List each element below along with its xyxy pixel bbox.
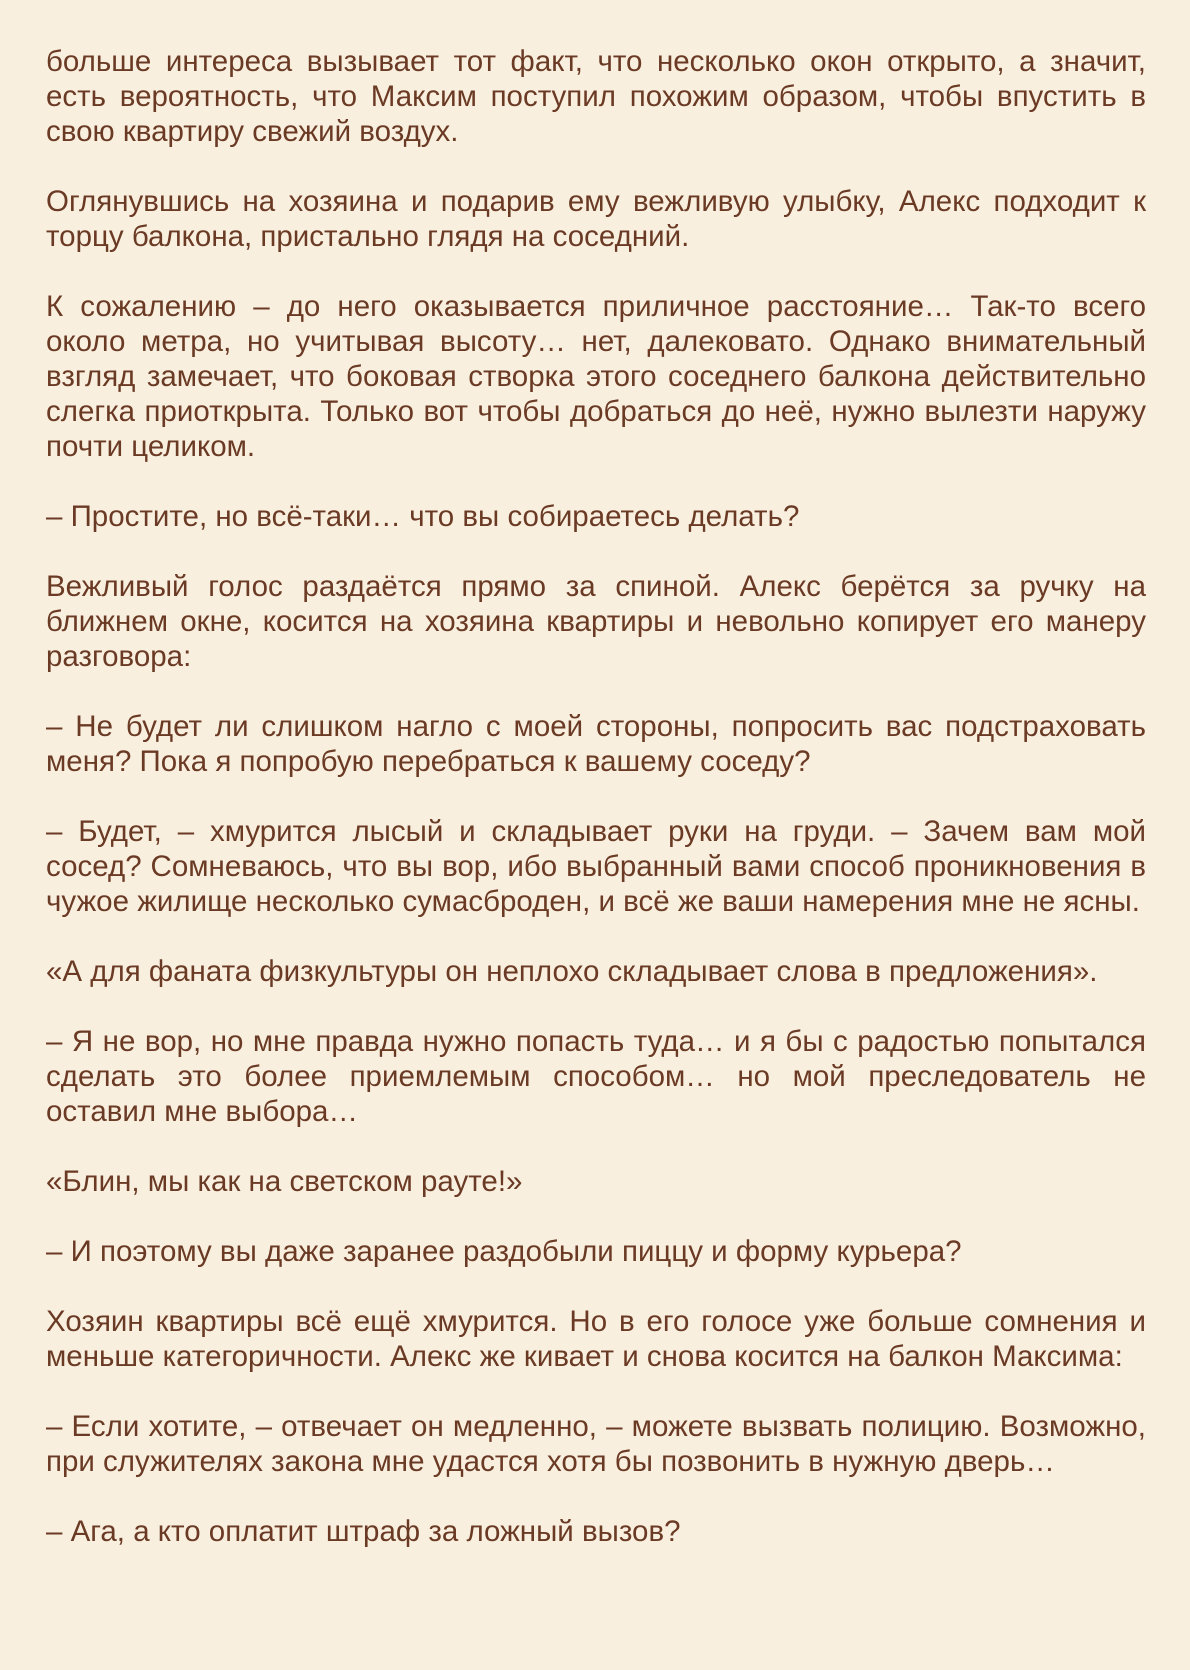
paragraph-5: Вежливый голос раздаётся прямо за спиной. Алекс берётся за ручку на ближнем окне, косится на хозяина квартиры и невольно копирует его манеру разговора: xyxy=(46,570,1146,673)
paragraph-10: «Блин, мы как на светском рауте!» xyxy=(46,1165,523,1198)
paragraph-6: – Не будет ли слишком нагло с моей стороны, попросить вас подстраховать меня? Пока я попробую перебраться к вашему соседу? xyxy=(46,710,1146,778)
paragraph-8: «А для фаната физкультуры он неплохо складывает слова в предложения». xyxy=(46,955,1098,988)
paragraph-12: Хозяин квартиры всё ещё хмурится. Но в его голосе уже больше сомнения и меньше категоричности. Алекс же кивает и снова косится на балкон Максима: xyxy=(46,1305,1146,1373)
paragraph-3: К сожалению – до него оказывается приличное расстояние… Так-то всего около метра, но учитывая высоту… нет, далековато. Однако внимательный взгляд замечает, что боковая створка этого соседнего балкона действительно слегка приоткрыта. Только вот чтобы добраться до неё, нужно вылезти наружу почти целиком. xyxy=(46,290,1146,463)
paragraph-2: Оглянувшись на хозяина и подарив ему вежливую улыбку, Алекс подходит к торцу балкона, пристально глядя на соседний. xyxy=(46,185,1146,253)
paragraph-1: больше интереса вызывает тот факт, что несколько окон открыто, а значит, есть вероятность, что Максим поступил похожим образом, чтобы впустить в свою квартиру свежий воздух. xyxy=(46,45,1146,148)
paragraph-14: – Ага, а кто оплатит штраф за ложный вызов? xyxy=(46,1515,681,1548)
paragraph-11: – И поэтому вы даже заранее раздобыли пиццу и форму курьера? xyxy=(46,1235,962,1268)
book-page xyxy=(46,44,1146,1584)
paragraph-9: – Я не вор, но мне правда нужно попасть туда… и я бы с радостью попытался сделать это более приемлемым способом… но мой преследователь не оставил мне выбора… xyxy=(46,1025,1146,1128)
paragraph-13: – Если хотите, – отвечает он медленно, – можете вызвать полицию. Возможно, при служителях закона мне удастся хотя бы позвонить в нужную дверь… xyxy=(46,1410,1146,1478)
paragraph-4: – Простите, но всё-таки… что вы собираетесь делать? xyxy=(46,500,800,533)
paragraph-7: – Будет, – хмурится лысый и складывает руки на груди. – Зачем вам мой сосед? Сомневаюсь, что вы вор, ибо выбранный вами способ проникновения в чужое жилище несколько сумасброден, и всё же ваши намерения мне не ясны. xyxy=(46,815,1146,918)
